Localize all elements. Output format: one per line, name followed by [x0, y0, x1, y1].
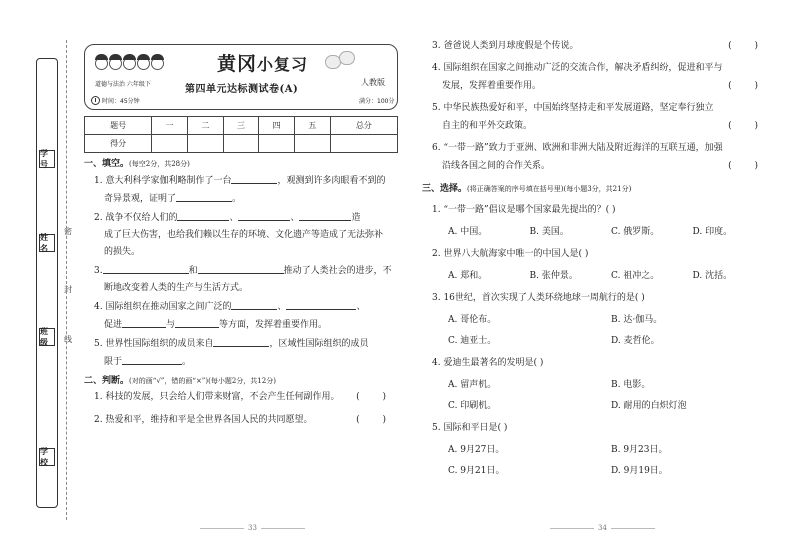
section-true-false-title: 二、判断。(对的画“√”，错的画“×”)(每小题2分，共12分) — [84, 376, 276, 386]
choice-options — [432, 335, 774, 348]
answer-blank[interactable] — [103, 264, 189, 274]
choice-question: 2. 世界八大航海家中唯一的中国人是( ) A. 郑和。 B. 张仲景。 C. 祖冲之。 D. 沈括。 — [422, 248, 774, 283]
option-b[interactable]: B. 9月23日。 — [611, 445, 668, 455]
true-false-item: 5. 中华民族热爱好和平，中国始终坚持走和平发展道路，坚定奉行独立 自主的和平外交政策。 ( ) — [432, 103, 768, 131]
option-b[interactable]: B. 张仲景。 — [529, 271, 578, 281]
student-id-label: 学号 — [39, 150, 55, 168]
fill-blank-item: 2. 战争不仅给人们的 、 、 造 成了巨大伤害，也给我们赖以生存的环境、文化遗产等造成了无法弥补 的损失。 — [94, 213, 384, 257]
seal-char: 线 — [64, 335, 72, 344]
option-a[interactable]: A. 郑和。 — [448, 271, 488, 281]
score-cell[interactable] — [223, 135, 259, 153]
answer-blank[interactable] — [299, 211, 351, 221]
answer-blank[interactable] — [231, 174, 277, 184]
binding-strip — [36, 58, 70, 510]
seal-char: 封 — [64, 285, 72, 294]
class-label: 班级 — [39, 328, 55, 346]
score-table — [84, 116, 398, 153]
option-d[interactable]: D. 印度。 — [692, 227, 733, 237]
score-header: 三 — [223, 117, 259, 135]
score-header: 总分 — [330, 117, 397, 135]
option-b[interactable]: B. 电影。 — [611, 380, 651, 390]
choice-question: 3. 16世纪，首次实现了人类环绕地球一周航行的是( ) A. 哥伦布。 B. 达·伽马。 C. 迪亚士。 D. 麦哲伦。 — [422, 292, 774, 348]
true-false-item: 6. “一带一路”致力于亚洲、欧洲和非洲大陆及附近海洋的互联互通，加强 沿线各国之间的合作关系。 ( ) — [432, 143, 768, 171]
answer-paren[interactable]: ( ) — [728, 81, 768, 91]
answer-blank[interactable] — [286, 300, 356, 310]
choice-options — [432, 379, 774, 392]
true-false-item: 1. 科技的发展，只会给人们带来财富，不会产生任何副作用。 ( ) — [94, 392, 396, 402]
choice-options — [432, 226, 774, 239]
score-cell[interactable] — [330, 135, 397, 153]
fill-blank-item: 3. 和 推动了人类社会的进步，不 断地改变着人类的生产与生活方式。 — [94, 266, 392, 293]
option-d[interactable]: D. 9月19日。 — [611, 466, 668, 476]
right-column — [422, 40, 774, 487]
answer-blank[interactable] — [175, 318, 219, 328]
answer-blank[interactable] — [122, 355, 182, 365]
option-b[interactable]: B. 美国。 — [529, 227, 569, 237]
worksheet-header — [84, 44, 398, 110]
option-d[interactable]: D. 耐用的白炽灯泡 — [611, 401, 687, 411]
binding-frame — [36, 58, 58, 508]
choice-question: 1. “一带一路”倡议是哪个国家最先提出的？( ) A. 中国。 B. 美国。 C. 俄罗斯。 D. 印度。 — [422, 204, 774, 239]
answer-paren[interactable]: ( ) — [356, 392, 396, 402]
score-cell[interactable] — [294, 135, 330, 153]
hearts-decoration — [325, 51, 365, 73]
answer-blank[interactable] — [198, 264, 284, 274]
score-header: 二 — [188, 117, 224, 135]
choice-options — [432, 400, 774, 413]
true-false-item: 3. 爸爸说人类到月球度假是个传说。 ( ) — [432, 41, 768, 51]
choice-options — [432, 465, 774, 478]
option-d[interactable]: D. 沈括。 — [692, 271, 733, 281]
section-fill-blank-title: 一、填空。(每空2分，共28分) — [84, 159, 190, 169]
children-illustration — [93, 51, 167, 75]
answer-blank[interactable] — [122, 318, 166, 328]
score-header: 五 — [294, 117, 330, 135]
student-name-label: 姓名 — [39, 234, 55, 252]
choice-question: 4. 爱迪生最著名的发明是( ) A. 留声机。 B. 电影。 C. 印刷机。 D. 耐用的白炽灯泡 — [422, 357, 774, 413]
fill-blank-item: 1. 意大利科学家伽利略制作了一台 ，观测到许多肉眼看不到的 奇异景观，证明了 。 — [94, 176, 386, 204]
choice-options — [432, 314, 774, 327]
edition-label: 人教版 — [361, 78, 385, 87]
clock-icon — [91, 96, 100, 105]
subject-label: 道德与法治 六年级下 — [95, 81, 151, 88]
answer-paren[interactable]: ( ) — [728, 121, 768, 131]
option-c[interactable]: C. 9月21日。 — [448, 466, 505, 476]
choice-question: 5. 国际和平日是( ) A. 9月27日。 B. 9月23日。 C. 9月21日。 D. 9月19日。 — [422, 422, 774, 478]
answer-paren[interactable]: ( ) — [356, 415, 396, 425]
option-a[interactable]: A. 哥伦布。 — [448, 315, 497, 325]
choice-options — [432, 444, 774, 457]
option-b[interactable]: B. 达·伽马。 — [611, 315, 663, 325]
option-a[interactable]: A. 中国。 — [448, 227, 488, 237]
answer-blank[interactable] — [238, 211, 290, 221]
option-c[interactable]: C. 祖冲之。 — [611, 271, 660, 281]
seal-char: 密 — [64, 227, 72, 236]
page-number-right: 34 — [546, 524, 659, 532]
true-false-item: 2. 热爱和平，维持和平是全世界各国人民的共同愿望。 ( ) — [94, 415, 396, 425]
score-header: 四 — [259, 117, 295, 135]
option-a[interactable]: A. 9月27日。 — [448, 445, 505, 455]
full-score: 满分：100分 — [359, 98, 395, 105]
answer-paren[interactable]: ( ) — [728, 41, 768, 51]
option-c[interactable]: C. 印刷机。 — [448, 401, 497, 411]
fill-blank-item: 5. 世界性国际组织的成员来自 ，区域性国际组织的成员 限于 。 — [94, 339, 369, 367]
answer-paren[interactable]: ( ) — [728, 161, 768, 171]
time-limit: 时间：45分钟 — [91, 96, 140, 105]
school-label: 学校 — [39, 448, 55, 466]
answer-blank[interactable] — [231, 300, 277, 310]
answer-blank[interactable] — [176, 192, 232, 202]
score-cell[interactable] — [188, 135, 224, 153]
true-false-item: 4. 国际组织在国家之间推动广泛的交流合作，解决矛盾纠纷，促进和平与 发展，发挥着重要作用。 ( ) — [432, 63, 768, 91]
score-cell[interactable] — [152, 135, 188, 153]
score-cell[interactable] — [259, 135, 295, 153]
choice-options — [432, 270, 774, 283]
left-column — [84, 158, 402, 432]
option-c[interactable]: C. 迪亚士。 — [448, 336, 497, 346]
option-d[interactable]: D. 麦哲伦。 — [611, 336, 660, 346]
score-header: 题号 — [85, 117, 152, 135]
cut-line — [66, 40, 67, 520]
brand-logo: 黄冈小复习 — [217, 53, 309, 75]
page-number-left: 33 — [196, 524, 309, 532]
fill-blank-item: 4. 国际组织在推动国家之间广泛的 、 、 促进 与 等方面，发挥着重要作用。 — [94, 302, 366, 330]
test-title: 第四单元达标测试卷(A) — [185, 84, 299, 95]
option-c[interactable]: C. 俄罗斯。 — [611, 227, 660, 237]
answer-blank[interactable] — [213, 337, 269, 347]
answer-blank[interactable] — [177, 211, 229, 221]
score-row-label: 得分 — [85, 135, 152, 153]
section-choice-title: 三、选择。(将正确答案的序号填在括号里)(每小题3分，共21分) — [422, 184, 632, 194]
option-a[interactable]: A. 留声机。 — [448, 380, 497, 390]
score-header: 一 — [152, 117, 188, 135]
